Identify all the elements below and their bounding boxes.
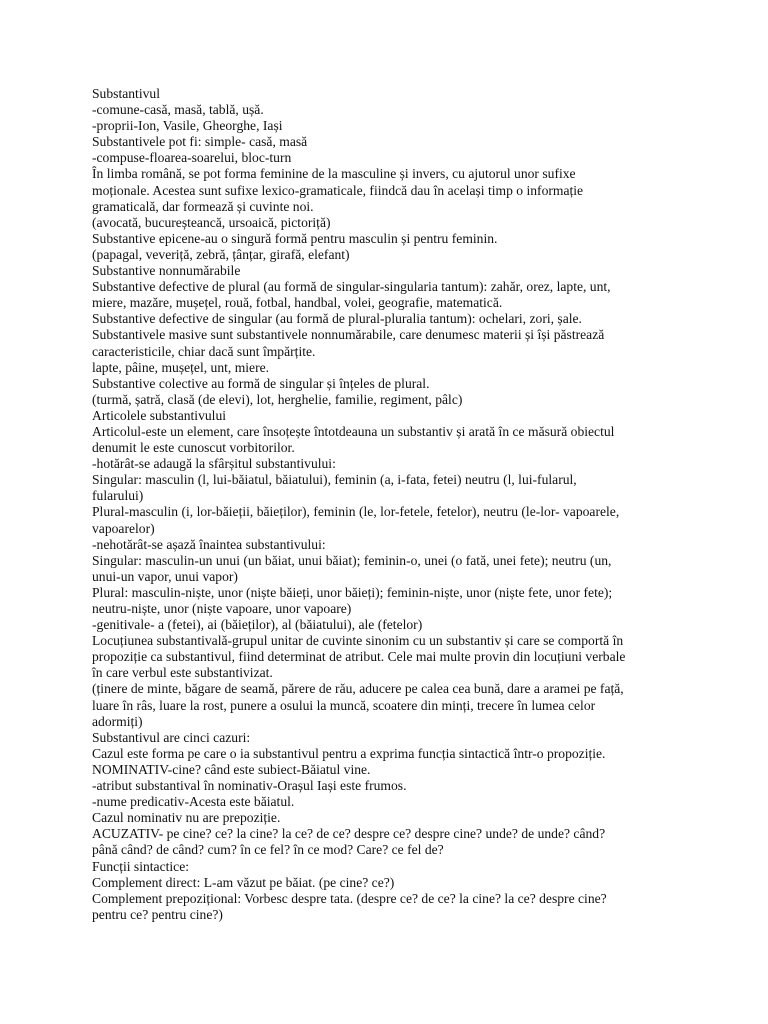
document-line: Articolele substantivului: [92, 407, 227, 423]
document-line: în care verbul este substantivizat.: [92, 665, 273, 681]
document-line: -genitivale- a (fetei), ai (băieților), al (băiatului), ale (fetelor): [92, 617, 423, 633]
document-line: Plural-masculin (i, lor-băieții, băieților), feminin (le, lor-fetele, fetelor), neutru (le-lor- vapoarele,: [92, 504, 620, 520]
document-line: Locuțiunea substantivală-grupul unitar de cuvinte sinonim cu un substantiv și care se comportă în: [92, 633, 624, 649]
document-line: (ținere de minte, băgare de seamă, părere de rău, aducere pe calea cea bună, dare a aramei pe față,: [92, 681, 624, 697]
document-line: -proprii-Ion, Vasile, Gheorghe, Iași: [92, 118, 283, 134]
document-line: Singular: masculin (l, lui-băiatul, băiatului), feminin (a, i-fata, fetei) neutru (l, lui-fularul,: [92, 472, 577, 488]
document-line: Substantivul: [92, 86, 160, 101]
document-line: -comune-casă, masă, tablă, ușă.: [92, 102, 264, 118]
document-line: În limba română, se pot forma feminine de la masculine și invers, cu ajutorul unor sufixe: [92, 166, 576, 182]
document-line: Substantive colective au formă de singular și înțeles de plural.: [92, 375, 430, 391]
document-line: miere, mazăre, mușețel, rouă, fotbal, handbal, volei, geografie, matematică.: [92, 295, 503, 311]
document-line: NOMINATIV-cine? când este subiect-Băiatul vine.: [92, 761, 371, 777]
document-line: Complement direct: L-am văzut pe băiat. (pe cine? ce?): [92, 874, 395, 890]
document-line: luare în râs, luare la rost, punere a osului la muncă, scoatere din minți, trecere în lumea celor: [92, 697, 596, 713]
document-line: propoziție ca substantivul, fiind determinat de atribut. Cele mai multe provin din locuțiuni verbale: [92, 649, 626, 665]
document-line: Substantive epicene-au o singură formă pentru masculin și pentru feminin.: [92, 230, 498, 246]
document-line: caracteristicile, chiar dacă sunt împărțite.: [92, 343, 316, 359]
document-line: (avocată, bucureșteancă, ursoaică, pictoriță): [92, 214, 331, 230]
document-line: neutru-niște, unor (niște vapoare, unor vapoare): [92, 601, 352, 616]
document-line: -compuse-floarea-soarelui, bloc-turn: [92, 150, 292, 166]
document-line: fularului): [92, 488, 144, 504]
document-line: Articolul-este un element, care însoțește întotdeauna un substantiv și arată în ce măsură obiectul: [92, 423, 615, 439]
document-line: Substantive nonnumărabile: [92, 263, 241, 279]
document-line: lapte, pâine, mușețel, unt, miere.: [92, 359, 270, 375]
document-page: [92, 86, 682, 923]
document-line: Substantivele masive sunt substantivele nonnumărabile, care denumesc materii și își păstrează: [92, 327, 605, 343]
document-line: -hotărât-se adaugă la sfârșitul substantivului:: [92, 456, 336, 472]
document-line: Substantivele pot fi: simple- casă, masă: [92, 134, 308, 150]
document-line: -atribut substantival în nominativ-Orașul Iași este frumos.: [92, 778, 407, 794]
document-line: adormiți): [92, 713, 143, 729]
document-line: (papagal, veveriță, zebră, țânțar, girafă, elefant): [92, 246, 350, 262]
document-line: denumit le este cunoscut vorbitorilor.: [92, 440, 295, 456]
document-line: pentru ce? pentru cine?): [92, 906, 223, 922]
document-line: gramaticală, dar formează și cuvinte noi.: [92, 198, 314, 214]
document-line: Substantivul are cinci cazuri:: [92, 729, 251, 745]
document-line: moționale. Acestea sunt sufixe lexico-gramaticale, fiindcă dau în același timp o informație: [92, 182, 584, 198]
document-line: Plural: masculin-niște, unor (niște băieți, unor băieți); feminin-niște, unor (niște fete, unor fete);: [92, 584, 613, 600]
document-line: Singular: masculin-un unui (un băiat, unui băiat); feminin-o, unei (o fată, unei fete); neutru (un,: [92, 552, 612, 568]
document-line: -nume predicativ-Acesta este băiatul.: [92, 794, 295, 810]
document-line: -nehotărât-se așază înaintea substantivului:: [92, 536, 326, 552]
document-line: Complement prepozițional: Vorbesc despre tata. (despre ce? de ce? la cine? la ce? despre cine?: [92, 890, 607, 906]
document-line: vapoarelor): [92, 520, 155, 536]
document-line: Cazul este forma pe care o ia substantivul pentru a exprima funcția sintactică într-o propoziție.: [92, 745, 606, 761]
document-line: Funcții sintactice:: [92, 858, 190, 874]
document-line: (turmă, șatră, clasă (de elevi), lot, herghelie, familie, regiment, pâlc): [92, 391, 463, 407]
document-line: unui-un vapor, unui vapor): [92, 568, 238, 584]
document-line: Cazul nominativ nu are prepoziție.: [92, 810, 281, 826]
document-line: Substantive defective de singular (au formă de plural-pluralia tantum): ochelari, zori, șale.: [92, 311, 582, 327]
document-line: Substantive defective de plural (au formă de singular-singularia tantum): zahăr, orez, lapte, unt,: [92, 279, 611, 295]
document-line: ACUZATIV- pe cine? ce? la cine? la ce? de ce? despre ce? despre cine? unde? de unde? când?: [92, 826, 606, 842]
document-line: până când? de când? cum? în ce fel? în ce mod? Care? ce fel de?: [92, 842, 444, 858]
